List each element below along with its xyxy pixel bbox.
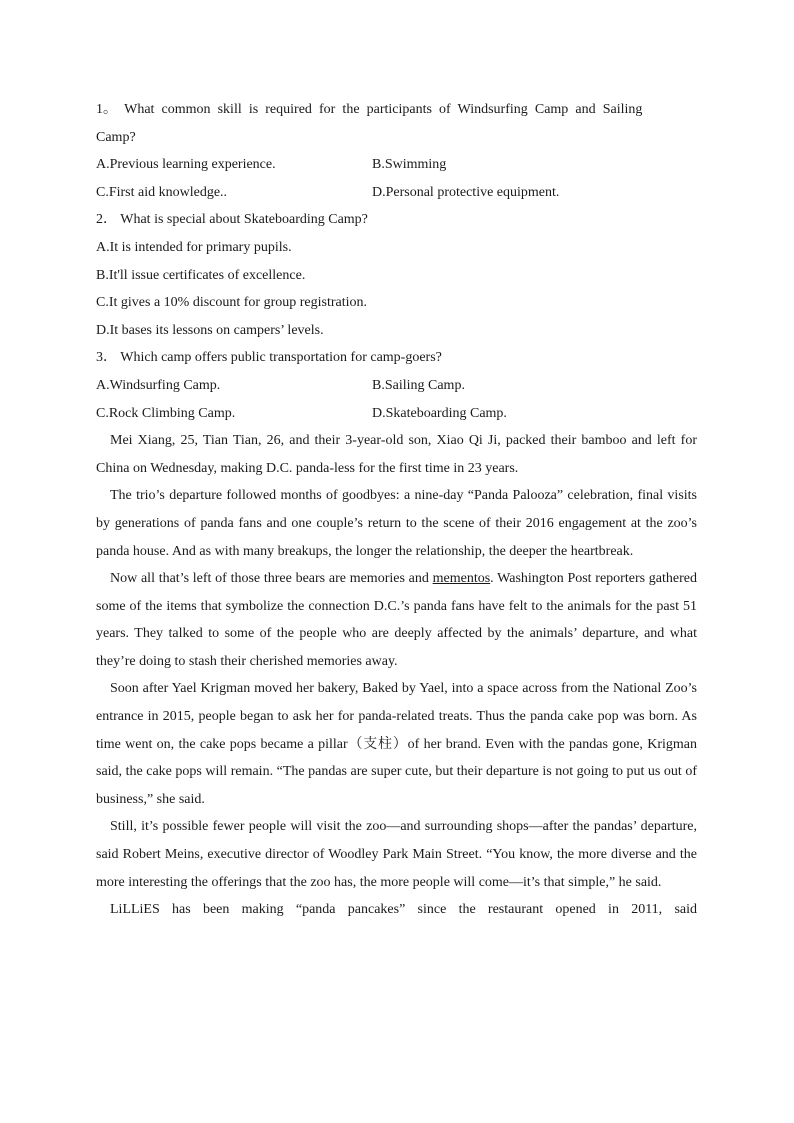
option-b[interactable]: B.Swimming bbox=[372, 157, 447, 173]
passage-paragraph-1: Mei Xiang, 25, Tian Tian, 26, and their 3-year-old son, Xiao Qi Ji, packed their bamboo and left for China on Wednesday, making D.C. panda-less for the first time in 23 years. bbox=[96, 433, 697, 476]
option-c[interactable]: C.It gives a 10% discount for group registration. bbox=[96, 295, 368, 311]
question-1-stem-cont: Camp? bbox=[96, 129, 136, 145]
paragraph-3-text-end: . Washington Post reporters gathered some of the items that symbolize the connection D.C.’s panda fans have felt to the animals for the past 51 years. They talked to some of the people who are deeply affected by the animals’ departure, and what they’re doing to stash their cherished memories away. bbox=[96, 571, 697, 669]
passage-paragraph-4: Soon after Yael Krigman moved her bakery, Baked by Yael, into a space across from the National Zoo’s entrance in 2015, people began to ask her for panda-related treats. Thus the panda cake pop was born. As time went on, the cake pops became a pillar（支柱）of her brand. Even with the pandas gone, Krigman said, the cake pops will remain. “The pandas are super cute, but their departure is not going to put us out of business,” she said. bbox=[96, 681, 697, 807]
question-1-stem bbox=[96, 96, 697, 124]
underlined-word: mementos bbox=[432, 571, 491, 587]
reading-passage bbox=[96, 427, 697, 924]
question-1-options-row-2 bbox=[96, 179, 697, 207]
paragraph-6-text: LiLLiES has been making “panda pancakes” since the restaurant opened in 2011, said bbox=[110, 902, 697, 918]
option-a[interactable]: A.Windsurfing Camp. bbox=[96, 377, 221, 393]
question-2-stem: 2． What is special about Skateboarding Camp? bbox=[96, 212, 368, 228]
question-3 bbox=[96, 344, 697, 427]
option-c[interactable]: C.First aid knowledge.. bbox=[96, 184, 228, 200]
option-b[interactable]: B.Sailing Camp. bbox=[372, 377, 465, 393]
question-3-stem: 3． Which camp offers public transportation for camp-goers? bbox=[96, 350, 442, 366]
option-b[interactable]: B.It'll issue certificates of excellence. bbox=[96, 267, 306, 283]
question-1 bbox=[96, 96, 697, 206]
option-c[interactable]: C.Rock Climbing Camp. bbox=[96, 405, 236, 421]
question-1-stem-line1: 1。 What common skill is required for the participants of Windsurfing Camp and Sailing bbox=[96, 102, 643, 117]
paragraph-3-text-start: Now all that’s left of those three bears are memories and bbox=[110, 571, 433, 587]
question-3-options-row-2 bbox=[96, 400, 697, 428]
option-d[interactable]: D.Skateboarding Camp. bbox=[372, 405, 507, 421]
option-a[interactable]: A.It is intended for primary pupils. bbox=[96, 239, 292, 255]
passage-paragraph-6 bbox=[96, 896, 697, 924]
option-d[interactable]: D.Personal protective equipment. bbox=[372, 184, 560, 200]
option-d[interactable]: D.It bases its lessons on campers’ levels. bbox=[96, 322, 324, 338]
passage-paragraph-5: Still, it’s possible fewer people will visit the zoo—and surrounding shops—after the pandas’ departure, said Robert Meins, executive director of Woodley Park Main Street. “You know, the more diverse and the more interesting the offerings that the zoo has, the more people will come—it’s that simple,” he said. bbox=[96, 819, 697, 890]
question-3-options-row-1 bbox=[96, 372, 697, 400]
question-1-options-row-1 bbox=[96, 151, 697, 179]
passage-paragraph-2: The trio’s departure followed months of goodbyes: a nine-day “Panda Palooza” celebration, final visits by generations of panda fans and one couple’s return to the scene of their 2016 engagement at the zoo’s panda house. And as with many breakups, the longer the relationship, the deeper the heartbreak. bbox=[96, 488, 697, 559]
option-a[interactable]: A.Previous learning experience. bbox=[96, 157, 276, 173]
passage-paragraph-3 bbox=[96, 565, 697, 675]
question-2 bbox=[96, 206, 697, 344]
